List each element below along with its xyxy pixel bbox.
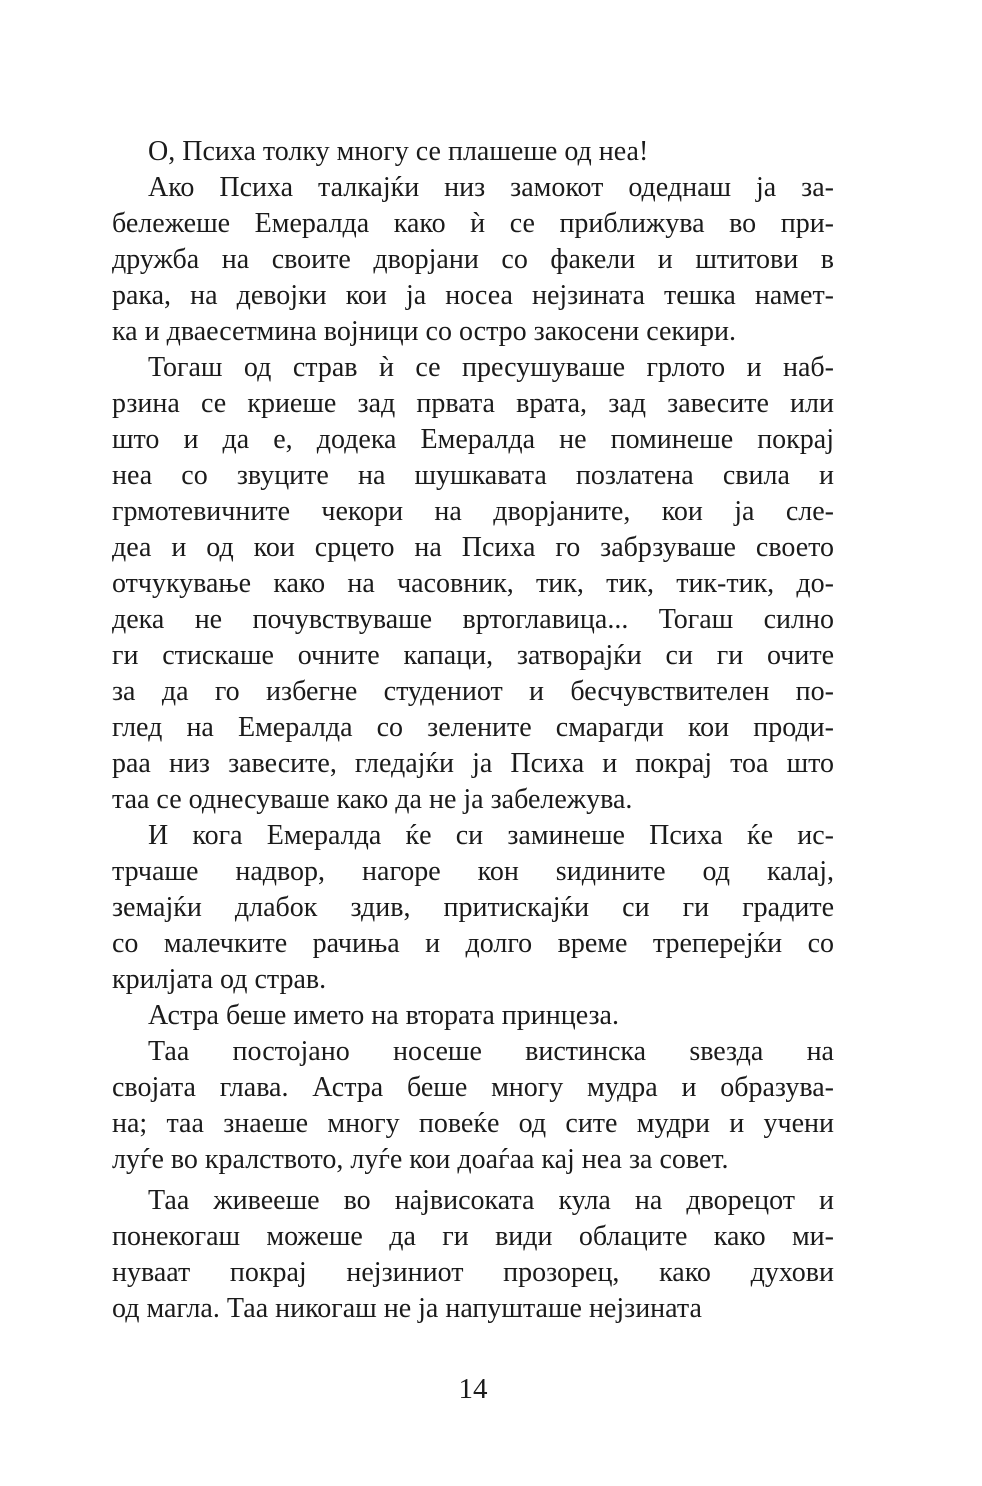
- text-line: неа со звуците на шушкавата позлатена свила и: [112, 460, 834, 491]
- text-line: отчукување како на часовник, тик, тик, тик-тик, до-: [112, 568, 834, 599]
- paragraph: [112, 134, 834, 170]
- text-line: својата глава. Астра беше многу мудра и образува-: [112, 1072, 834, 1103]
- text-line: Тогаш од страв ѝ се пресушуваше грлото и наб-: [148, 352, 834, 383]
- text-line: рзина се криеше зад првата врата, зад завесите или: [112, 388, 834, 419]
- text-line: со малечките рачиња и долго време треперејќи со: [112, 928, 834, 959]
- text-line: што и да е, додека Емералда не поминеше покрај: [112, 424, 834, 455]
- text-line: на; таа знаеше многу повеќе од сите мудри и учени: [112, 1108, 834, 1139]
- paragraph: [112, 998, 834, 1034]
- text-line: глед на Емералда со зелените смарагди кои проди-: [112, 712, 834, 743]
- paragraph: [112, 818, 834, 998]
- text-line: луѓе во кралството, луѓе кои доаѓаа кај неа за совет.: [112, 1144, 729, 1175]
- text-line: дружба на своите дворјани со факели и штитови в: [112, 244, 834, 275]
- text-line: ги стискаше очните капаци, затворајќи си ги очите: [112, 640, 834, 671]
- text-line: Таа живееше во највисоката кула на дворецот и: [148, 1185, 834, 1216]
- paragraph: [112, 1183, 834, 1327]
- text-line: грмотевичните чекори на дворјаните, кои ја сле-: [112, 496, 834, 527]
- text-line: Таа постојано носеше вистинска ѕвезда на: [148, 1036, 834, 1067]
- text-line: Астра беше името на втората принцеза.: [148, 1000, 619, 1031]
- paragraph: [112, 1034, 834, 1178]
- text-line: земајќи длабок здив, притискајќи си ги градите: [112, 892, 834, 923]
- text-line: таа се однесуваше како да не ја забележува.: [112, 784, 633, 815]
- text-line: бележеше Емералда како ѝ се приближува во при-: [112, 208, 834, 239]
- paragraph: [112, 170, 834, 350]
- text-line: Ако Психа талкајќи низ замокот одеднаш ја за-: [148, 172, 834, 203]
- text-line: нуваат покрај нејзиниот прозорец, како духови: [112, 1257, 834, 1288]
- text-line: И кога Емералда ќе си заминеше Психа ќе ис-: [148, 820, 834, 851]
- text-line: деа и од кои срцето на Психа го забрзуваше своето: [112, 532, 834, 563]
- text-line: понекогаш можеше да ги види облаците како ми-: [112, 1221, 834, 1252]
- page-text: [112, 134, 834, 1327]
- text-line: рака, на девојки кои ја носеа нејзината тешка намет-: [112, 280, 834, 311]
- text-line: трчаше надвор, нагоре кон ѕидините од калај,: [112, 856, 834, 887]
- text-line: О, Психа толку многу се плашеше од неа!: [148, 136, 649, 167]
- text-line: дека не почувствуваше вртоглавица... Тогаш силно: [112, 604, 834, 635]
- paragraph: [112, 350, 834, 818]
- page-number: 14: [458, 1373, 488, 1405]
- text-line: од магла. Таа никогаш не ја напушташе нејзината: [112, 1293, 702, 1324]
- text-line: раа низ завесите, гледајќи ја Психа и покрај тоа што: [112, 748, 834, 779]
- text-line: ка и дваесетмина војници со остро закосени секири.: [112, 316, 736, 347]
- text-line: крилјата од страв.: [112, 964, 327, 995]
- text-line: за да го избегне студениот и бесчувствителен по-: [112, 676, 834, 707]
